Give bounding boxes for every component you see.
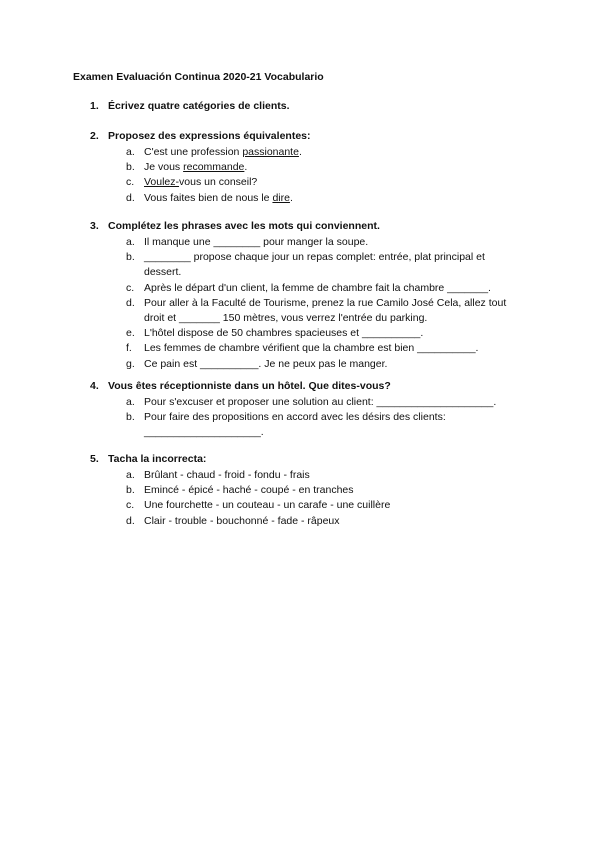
item-text: ________ propose chaque jour un repas complet: entrée, plat principal et dessert.: [144, 251, 485, 279]
item-text: Une fourchette - un couteau - un carafe - une cuillère: [144, 499, 391, 512]
item-letter: d.: [126, 191, 135, 204]
item-text: Emincé - épicé - haché - coupé - en tranches: [144, 484, 354, 497]
question-2: [90, 130, 530, 206]
question-text: Proposez des expressions équivalentes:: [108, 130, 311, 142]
question-text: Tacha la incorrecta:: [108, 453, 207, 465]
list-item: [0, 145, 530, 160]
item-letter: a.: [126, 396, 135, 408]
item-letter: g.: [126, 357, 135, 370]
question-number: 4.: [90, 380, 99, 392]
question-heading: [90, 130, 530, 142]
question-heading: [90, 453, 530, 465]
question-number: 5.: [90, 453, 99, 465]
list-item: [0, 175, 530, 190]
list-item: [0, 410, 530, 440]
list-item: [0, 296, 530, 326]
list-item: [0, 514, 530, 529]
item-text: Pour aller à la Faculté de Tourisme, prenez la rue Camilo José Cela, allez tout droit et _______ 150 mètres, vous verrez l'entrée du parking.: [144, 296, 507, 325]
item-letter: a.: [126, 146, 135, 158]
exam-title: Examen Evaluación Continua 2020-21 Vocabulario: [73, 71, 324, 83]
underlined-word: recommande: [183, 161, 245, 174]
list-item: [0, 483, 530, 498]
item-letter: d.: [126, 514, 135, 527]
question-number: 1.: [90, 100, 99, 112]
item-text: Les femmes de chambre vérifient que la chambre est bien __________.: [144, 342, 479, 355]
item-text: C'est une profession passionante.: [144, 146, 302, 158]
item-letter: b.: [126, 484, 135, 497]
question-1: [90, 100, 530, 112]
question-heading: [90, 100, 530, 112]
list-item: [0, 160, 530, 175]
item-letter: e.: [126, 327, 135, 340]
item-letter: b.: [126, 161, 135, 174]
item-text: Pour s'excuser et proposer une solution au client: ____________________.: [144, 396, 497, 408]
list-item: [0, 357, 530, 372]
list-item: [0, 235, 530, 250]
item-text: Après le départ d'un client, la femme de chambre fait la chambre _______.: [144, 281, 491, 294]
item-letter: c.: [126, 499, 135, 512]
item-letter: a.: [126, 469, 135, 481]
list-item: [0, 468, 530, 483]
question-text: Complétez les phrases avec les mots qui conviennent.: [108, 220, 380, 232]
item-text: Il manque une ________ pour manger la soupe.: [144, 236, 369, 248]
item-letter: c.: [126, 281, 135, 294]
question-number: 2.: [90, 130, 99, 142]
question-heading: [90, 380, 530, 392]
item-text: Ce pain est __________. Je ne peux pas le manger.: [144, 357, 388, 370]
list-item: [0, 498, 530, 513]
answer-list: [0, 468, 530, 529]
item-letter: b.: [126, 411, 135, 424]
item-letter: f.: [126, 342, 132, 355]
list-item: [0, 395, 530, 410]
answer-list: [0, 395, 530, 441]
answer-list: [0, 145, 530, 206]
underlined-word: Voulez-: [144, 176, 180, 189]
item-text: Je vous recommande.: [144, 161, 248, 174]
item-text: L'hôtel dispose de 50 chambres spacieuses et __________.: [144, 327, 424, 340]
question-heading: [90, 220, 530, 232]
item-text: Voulez-vous un conseil?: [144, 176, 258, 189]
question-3: [90, 220, 530, 372]
item-letter: a.: [126, 236, 135, 248]
item-letter: b.: [126, 251, 135, 264]
question-text: Vous êtes réceptionniste dans un hôtel. Que dites-vous?: [108, 380, 391, 392]
list-item: [0, 191, 530, 206]
question-number: 3.: [90, 220, 99, 232]
question-text: Écrivez quatre catégories de clients.: [108, 100, 290, 112]
question-4: [90, 380, 530, 441]
item-text: Vous faites bien de nous le dire.: [144, 191, 293, 204]
item-text: Brûlant - chaud - froid - fondu - frais: [144, 469, 310, 481]
answer-list: [0, 235, 530, 372]
question-5: [90, 453, 530, 529]
list-item: [0, 281, 530, 296]
list-item: [0, 326, 530, 341]
list-item: [0, 341, 530, 356]
item-letter: c.: [126, 176, 135, 189]
underlined-word: passionante: [242, 146, 299, 158]
item-letter: d.: [126, 296, 135, 309]
list-item: [0, 250, 530, 280]
underlined-word: dire: [272, 191, 290, 204]
item-text: Clair - trouble - bouchonné - fade - râpeux: [144, 514, 340, 527]
item-text: Pour faire des propositions en accord avec les désirs des clients: ____________________.: [144, 411, 446, 439]
